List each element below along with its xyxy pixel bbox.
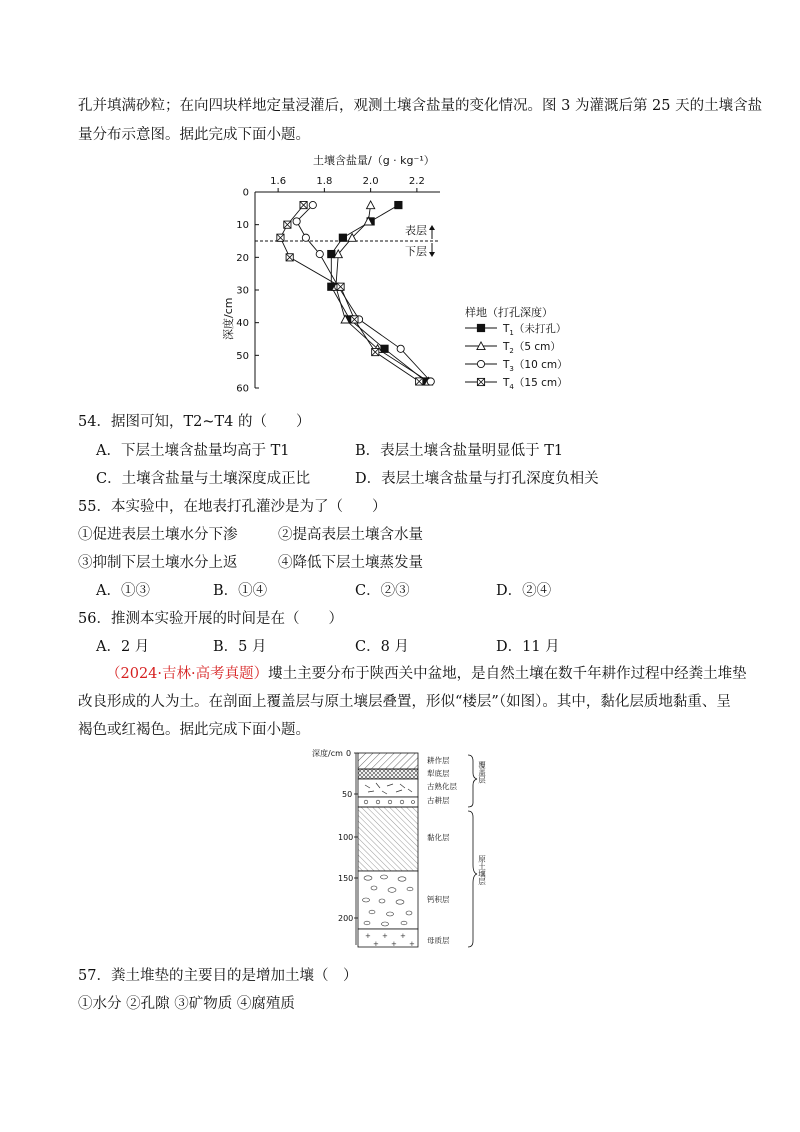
data-point-t3-shape	[302, 234, 309, 241]
data-point-t3	[316, 250, 323, 257]
q56-option-c[interactable]: C．8 月	[355, 639, 409, 655]
q56-stem: 56．推测本实验开展的时间是在（ ）	[78, 611, 343, 627]
data-point-t4	[286, 254, 293, 261]
chart-y-tick-label: 0	[242, 187, 249, 199]
legend-marker-t3	[477, 360, 484, 367]
data-point-t1-shape	[395, 201, 402, 208]
profile-tick-150: 150	[338, 874, 354, 883]
chart-x-tick-label: 2.2	[408, 176, 425, 187]
layer-label-ancient-tillage: 古耕层	[427, 796, 450, 805]
data-point-t3-shape	[309, 201, 316, 208]
passage2-line-3: 褐色或红褐色。据此完成下面小题。	[78, 722, 310, 738]
data-point-t2	[367, 201, 375, 209]
svg-text:+: +	[391, 940, 397, 948]
q55-option-a[interactable]: A．①③	[96, 583, 150, 599]
data-point-t2-shape	[367, 201, 375, 209]
layer-clay	[358, 807, 418, 871]
chart-y-tick-label: 20	[236, 252, 249, 264]
q55-statement-4: ④降低下层土壤蒸发量	[278, 555, 423, 571]
data-point-t3	[427, 378, 434, 385]
chart-x-tick-label: 2.0	[362, 176, 379, 187]
data-point-t1	[395, 201, 402, 208]
q57-options: ①水分 ②孔隙 ③矿物质 ④腐殖质	[78, 996, 295, 1012]
q55-option-b[interactable]: B．①④	[213, 583, 268, 599]
q55-statement-1: ①促进表层土壤水分下渗	[78, 527, 238, 543]
legend-marker-t1	[477, 324, 484, 331]
data-point-t1-shape	[328, 250, 335, 257]
q56-option-a[interactable]: A．2 月	[96, 639, 150, 655]
q56-option-d[interactable]: D．11 月	[496, 639, 560, 655]
profile-tick-100: 100	[338, 833, 354, 842]
data-point-t4	[277, 234, 284, 241]
svg-text:+: +	[400, 932, 406, 940]
q54-option-d[interactable]: D．表层土壤含盐量与打孔深度负相关	[355, 471, 599, 487]
q54-stem: 54．据图可知，T2~T4 的（ ）	[78, 414, 311, 430]
chart-y-tick-label: 60	[236, 383, 249, 395]
chart-xlabel: 土壤含盐量/（g · kg⁻¹）	[313, 154, 435, 167]
intro-line-1: 孔并填满砂粒；在向四块样地定量浸灌后，观测土壤含盐量的变化情况。图 3 为灌溉后第 25 天的土壤含盐	[78, 98, 763, 114]
q55-stem: 55．本实验中，在地表打孔灌沙是为了（ ）	[78, 499, 387, 515]
q55-option-c[interactable]: C．②③	[355, 583, 410, 599]
chart-ylabel: 深度/cm	[222, 297, 235, 340]
layer-plowpan	[358, 769, 418, 779]
chart-plot-area	[236, 176, 440, 395]
data-point-t4	[416, 378, 423, 385]
data-point-t1	[328, 250, 335, 257]
layer-calcic	[358, 871, 418, 929]
q55-option-d[interactable]: D．②④	[496, 583, 552, 599]
q54-option-a[interactable]: A．下层土壤含盐量均高于 T1	[96, 443, 290, 459]
q55-statement-2: ②提高表层土壤含水量	[278, 527, 423, 543]
chart-annotation-lower: 下层	[405, 245, 427, 258]
layer-label-clay: 黏化层	[427, 833, 450, 842]
data-point-t1	[339, 234, 346, 241]
soil-profile-figure	[310, 745, 510, 955]
data-point-t3	[302, 234, 309, 241]
legend-label-t2: $T_2(5$ cm）	[503, 341, 561, 355]
legend-label-t1: $T_1$（未打孔）	[503, 323, 567, 337]
passage2-line-2: 改良形成的人为土。在剖面上覆盖层与原土壤层叠置，形似“楼层”（如图）。其中，黏化层质地黏重、呈	[78, 694, 731, 710]
svg-text:+: +	[373, 940, 379, 948]
salt-content-chart	[215, 150, 610, 405]
layer-tillage	[358, 753, 418, 769]
q57-stem: 57．粪土堆垫的主要目的是增加土壤（ ）	[78, 968, 358, 984]
data-point-t1-shape	[339, 234, 346, 241]
layer-label-plowpan: 犁底层	[427, 769, 450, 778]
data-point-t4	[351, 316, 358, 323]
data-point-t3	[293, 218, 300, 225]
svg-text:+: +	[382, 932, 388, 940]
source-tag: （2024·吉林·高考真题）	[106, 666, 269, 682]
svg-text:+: +	[365, 932, 371, 940]
chart-arrow-up-head	[429, 225, 435, 230]
data-point-t3	[397, 345, 404, 352]
passage2-line-1-text: 塿土主要分布于陕西关中盆地，是自然土壤在数千年耕作过程中经粪土堆垫	[268, 666, 747, 682]
layer-label-ancient-matured: 古熟化层	[427, 782, 457, 791]
data-point-t3-shape	[293, 218, 300, 225]
q54-option-c[interactable]: C．土壤含盐量与土壤深度成正比	[96, 471, 311, 487]
q55-statement-3: ③抑制下层土壤水分上返	[78, 555, 238, 571]
layer-label-tillage: 耕作层	[427, 756, 450, 765]
data-point-t4	[372, 348, 379, 355]
chart-y-tick-label: 40	[236, 318, 249, 330]
layer-label-calcic: 钙积层	[427, 895, 450, 904]
data-point-t3-shape	[397, 345, 404, 352]
legend-marker-t3-shape	[477, 360, 484, 367]
profile-tick-0: 0	[346, 749, 352, 758]
svg-text:+: +	[409, 940, 415, 948]
chart-y-tick-label: 10	[236, 220, 249, 232]
intro-line-2: 量分布示意图。据此完成下面小题。	[78, 127, 310, 143]
data-point-t4	[284, 221, 291, 228]
profile-tick-50: 50	[342, 790, 353, 799]
series-line-t4	[280, 205, 419, 381]
legend-marker-t4	[477, 378, 484, 385]
data-point-t4	[300, 201, 307, 208]
profile-axis-label: 深度/cm	[312, 749, 343, 758]
chart-legend	[465, 305, 568, 391]
legend-title: 样地（打孔深度）	[465, 306, 553, 319]
data-point-t3-shape	[316, 250, 323, 257]
data-point-t4	[337, 283, 344, 290]
data-point-t3-shape	[427, 378, 434, 385]
legend-label-t4: $T_4(15$ cm）	[503, 377, 568, 391]
group-cover-label: 覆盖层	[477, 761, 487, 784]
chart-x-tick-label: 1.8	[316, 176, 333, 187]
data-point-t3	[309, 201, 316, 208]
profile-tick-200: 200	[338, 914, 354, 923]
layer-ancient-matured	[358, 779, 418, 797]
chart-arrow-down-head	[429, 252, 435, 257]
q54-option-b[interactable]: B．表层土壤含盐量明显低于 T1	[355, 443, 564, 459]
chart-annotation-surface: 表层	[405, 224, 427, 237]
group-original-label: 原土壤层	[477, 855, 487, 885]
layer-label-parent: 母质层	[427, 936, 450, 945]
chart-y-tick-label: 50	[236, 350, 249, 362]
chart-x-tick-label: 1.6	[270, 176, 287, 187]
passage2-line-1	[78, 664, 747, 684]
legend-marker-t1-shape	[477, 324, 484, 331]
chart-y-tick-label: 30	[236, 285, 249, 297]
q56-option-b[interactable]: B．5 月	[213, 639, 267, 655]
legend-label-t3: $T_3(10$ cm）	[503, 359, 568, 373]
